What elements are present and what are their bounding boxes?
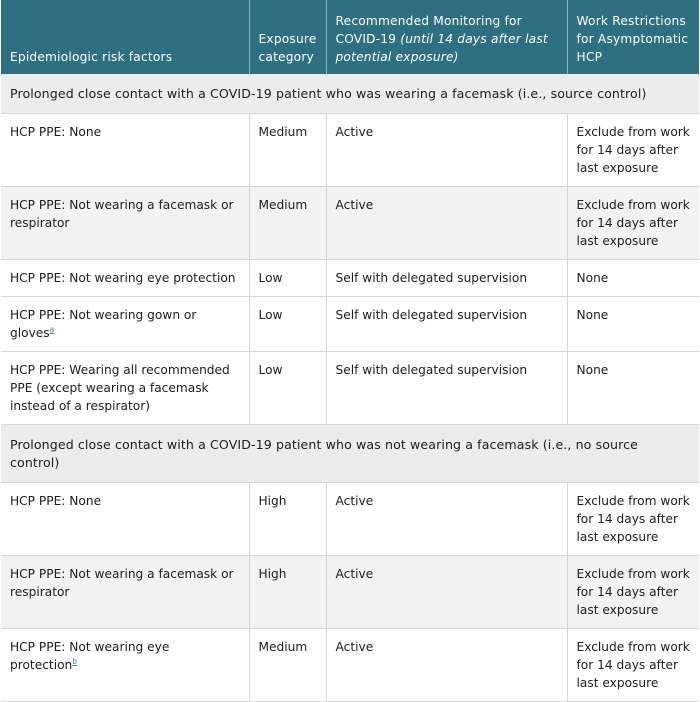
cell-monitoring: Active bbox=[326, 187, 567, 260]
table-row bbox=[1, 352, 699, 425]
cell-monitoring: Active bbox=[326, 629, 567, 702]
risk-factor-text: HCP PPE: Not wearing eye protection bbox=[10, 271, 236, 285]
cell-work-restriction: None bbox=[567, 352, 699, 425]
cell-work-restriction: Exclude from work for 14 days after last exposure bbox=[567, 114, 699, 187]
cell-monitoring: Active bbox=[326, 556, 567, 629]
risk-factor-text: HCP PPE: Wearing all recommended PPE (except wearing a facemask instead of a respirator) bbox=[10, 363, 230, 413]
cell-monitoring: Active bbox=[326, 483, 567, 556]
group-title: Prolonged close contact with a COVID-19 patient who was not wearing a facemask (i.e., no source control) bbox=[1, 425, 699, 483]
header-monitoring bbox=[326, 0, 567, 74]
cell-exposure-category: Low bbox=[249, 352, 326, 425]
table-row bbox=[1, 629, 699, 702]
risk-table-container bbox=[1, 0, 699, 702]
cell-monitoring: Self with delegated supervision bbox=[326, 260, 567, 297]
cell-exposure-category: High bbox=[249, 483, 326, 556]
header-risk-factors: Epidemiologic risk factors bbox=[1, 0, 249, 74]
cell-work-restriction: Exclude from work for 14 days after last exposure bbox=[567, 187, 699, 260]
cell-risk-factor bbox=[1, 556, 249, 629]
cell-exposure-category: Low bbox=[249, 260, 326, 297]
cell-risk-factor bbox=[1, 629, 249, 702]
table-body bbox=[1, 74, 699, 702]
footnote-link-b[interactable]: b bbox=[72, 656, 78, 666]
cell-risk-factor bbox=[1, 187, 249, 260]
table-row bbox=[1, 114, 699, 187]
group-header-row bbox=[1, 74, 699, 114]
risk-factor-text: HCP PPE: Not wearing a facemask or respirator bbox=[10, 198, 234, 230]
table-row bbox=[1, 556, 699, 629]
risk-factor-text: HCP PPE: Not wearing eye protection bbox=[10, 640, 170, 672]
cell-exposure-category: Medium bbox=[249, 114, 326, 187]
risk-factor-text: HCP PPE: None bbox=[10, 494, 102, 508]
cell-risk-factor bbox=[1, 260, 249, 297]
cell-risk-factor bbox=[1, 114, 249, 187]
cell-monitoring: Self with delegated supervision bbox=[326, 297, 567, 352]
header-monitoring-note: (until 14 days after last potential exposure) bbox=[335, 32, 548, 64]
group-header-row bbox=[1, 425, 699, 483]
table-row bbox=[1, 297, 699, 352]
cell-work-restriction: None bbox=[567, 260, 699, 297]
cell-work-restriction: Exclude from work for 14 days after last exposure bbox=[567, 483, 699, 556]
header-exposure-category: Exposure category bbox=[249, 0, 326, 74]
cell-exposure-category: Medium bbox=[249, 629, 326, 702]
cell-work-restriction: Exclude from work for 14 days after last exposure bbox=[567, 556, 699, 629]
risk-factor-text: HCP PPE: None bbox=[10, 125, 102, 139]
header-work-restrictions: Work Restrictions for Asymptomatic HCP bbox=[567, 0, 699, 74]
group-title: Prolonged close contact with a COVID-19 patient who was wearing a facemask (i.e., source control) bbox=[1, 74, 699, 114]
cell-exposure-category: High bbox=[249, 556, 326, 629]
cell-risk-factor bbox=[1, 483, 249, 556]
risk-factor-text: HCP PPE: Not wearing a facemask or respirator bbox=[10, 567, 234, 599]
table-row bbox=[1, 187, 699, 260]
cell-exposure-category: Medium bbox=[249, 187, 326, 260]
table-header bbox=[1, 0, 699, 74]
cell-work-restriction: Exclude from work for 14 days after last exposure bbox=[567, 629, 699, 702]
risk-assessment-table bbox=[1, 0, 699, 702]
cell-risk-factor bbox=[1, 297, 249, 352]
cell-exposure-category: Low bbox=[249, 297, 326, 352]
header-monitoring-main: Recommended Monitoring for COVID-19 bbox=[335, 14, 522, 46]
footnote-link-a[interactable]: a bbox=[49, 324, 55, 334]
table-row bbox=[1, 483, 699, 556]
cell-monitoring: Self with delegated supervision bbox=[326, 352, 567, 425]
cell-work-restriction: None bbox=[567, 297, 699, 352]
cell-risk-factor bbox=[1, 352, 249, 425]
cell-monitoring: Active bbox=[326, 114, 567, 187]
risk-factor-text: HCP PPE: Not wearing gown or gloves bbox=[10, 308, 197, 340]
table-row bbox=[1, 260, 699, 297]
